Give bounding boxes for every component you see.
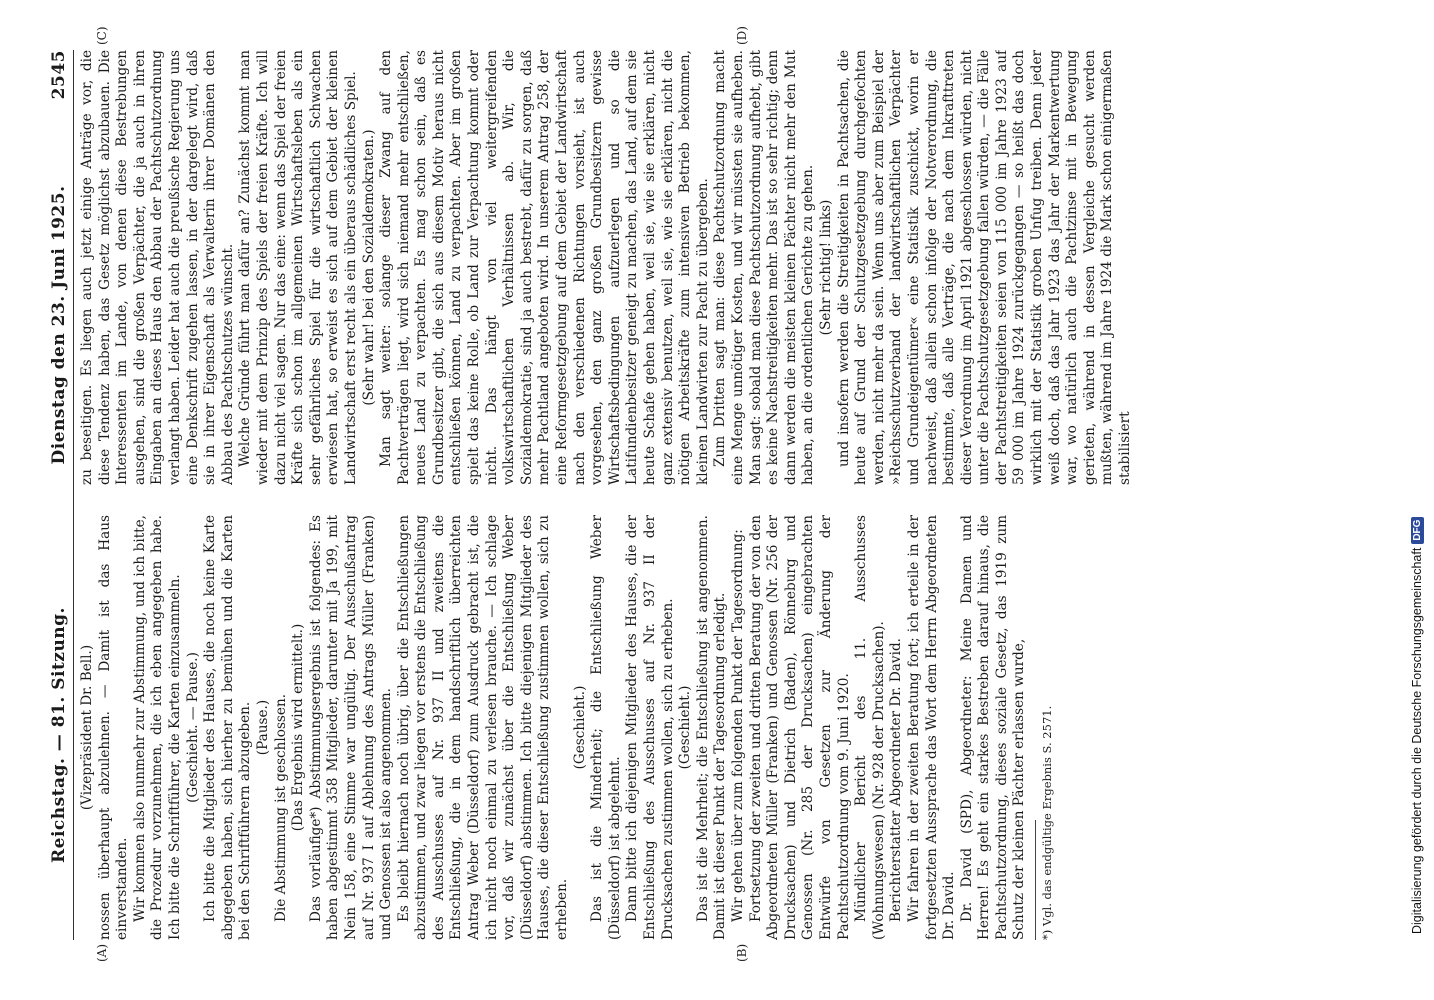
paragraph: Zum Dritten sagt man: diese Pachtschutzordnung macht eine Menge unnötiger Kosten, und wir müssten sie aufheben. Man sagt: sobald man diese Pachtschutzordnung aufhebt, gibt es keine Nachstreitigkeiten mehr. Das ist so sehr richtig; denn dann werden die meisten kleinen Pächter nicht mehr den Mut haben, an die ordentlichen Gerichte zu gehen. bbox=[712, 50, 817, 485]
rotated-page bbox=[35, 20, 1365, 980]
left-column bbox=[79, 515, 1355, 940]
paragraph: (Geschieht.) bbox=[571, 685, 588, 770]
paragraph: Es bleibt hiernach noch übrig, über die Entschließungen abzustimmen, und zwar liegen vor erstens die Entschließung des Ausschusses auf Nr. 937 II und zweitens die Entschließung, die in dem handschriftlich überreichten Antrag Weber (Düsseldorf) zum Ausdruck gebracht ist, die ich nicht noch einmal zu verlesen brauche. — Ich schlage vor, daß wir zunächst über die Entschließung Weber (Düsseldorf) abstimmen. Ich bitte diejenigen Mitglieder des Hauses, die dieser Entschließung zustimmen wollen, sich zu erheben. bbox=[395, 515, 571, 940]
paragraph: Das ist die Minderheit; die Entschließung Weber (Düsseldorf) ist abgelehnt. bbox=[589, 515, 623, 940]
margin-mark-d: (D) bbox=[735, 26, 749, 45]
dfg-logo: DFG bbox=[1411, 517, 1424, 544]
paragraph: Wir kommen also nunmehr zur Abstimmung, und ich bitte, die Prozedur vorzunehmen, die ich eben angegeben habe. Ich bitte die Schriftführer, die Karten einzusammeln. bbox=[131, 515, 183, 940]
running-head bbox=[35, 50, 74, 940]
page-number: 2545 bbox=[49, 50, 69, 100]
paragraph: Dann bitte ich diejenigen Mitglieder des Hauses, die der Entschließung des Ausschusses auf Nr. 937 II der Drucksachen zustimmen wollen, sich zu erheben. bbox=[624, 515, 676, 940]
paragraph: und insofern werden die Streitigkeiten in Pachtsachen, die heute auf Grund der Schutzgesetzgebung durchgefochten werden, nicht mehr da sein. Wenn uns aber zum Beispiel der »Reichsschutzverband der landwirtschaftlichen Verpächter und Grundeigentümer« eine Statistik zuschickt, worin er nachweist, daß allein schon infolge der Notverordnung, die bestimmte, daß alle Verträge, die nach dem Inkrafttreten dieser Verordnung im April 1921 abgeschlossen würden, nicht unter die Pachtschutzgesetzgebung fallen würden, — die Fälle der Pachtstreitigkeiten seien von 115 000 im Jahre 1923 auf 59 000 im Jahre 1924 zurückgegangen — so heißt das doch wirklich mit der Statistik groben Unfug treiben. Denn jeder weiß doch, daß das Jahr 1923 das Jahr der Markentwertung war, wo natürlich auch die Pachtzinse mit in Bewegung gerieten, während in dessen Vergleiche gesucht werden mußten, während im Jahre 1924 die Mark schon einigermaßen stabilisiert bbox=[835, 50, 1134, 485]
paragraph: (Pause.) bbox=[254, 699, 271, 756]
paragraph: Das ist die Mehrheit; die Entschließung ist angenommen. Damit ist dieser Punkt der Tagesordnung erledigt. bbox=[694, 515, 729, 940]
paragraph: Welche Gründe führt man dafür an? Zunächst kommt man wieder mit dem Prinzip des Spiels der freien Kräfte. Ich will dazu nicht viel sagen. Nur das eine: wenn das Spiel der freien Kräfte sich schon im allgemeinen Wirtschaftsleben als ein sehr gefährliches Spiel für die wirtschaftlich Schwachen erwiesen hat, so erweist es sich auf dem Gebiet der kleinen Landwirtschaft erst recht als ein überaus schädliches Spiel. bbox=[237, 50, 359, 485]
paragraph: Wir fahren in der zweiten Beratung fort; ich erteile in der fortgesetzten Aussprache das Wort dem Herrn Abgeordneten Dr. David. bbox=[905, 515, 958, 940]
paragraph: nossen überhaupt abzulehnen. — Damit ist das Haus einverstanden. bbox=[96, 515, 131, 940]
margin-mark-c: (C) bbox=[95, 26, 109, 45]
paragraph: Das vorläufige*) Abstimmungsergebnis ist folgendes: Es haben abgestimmt 358 Mitglieder, darunter mit Ja 199, mit Nein 158, eine Stimme war ungültig. Der Ausschußantrag auf Nr. 937 I auf Ablehnung des Antrags Müller (Franken) und Genossen ist also angenommen. bbox=[307, 515, 395, 940]
paragraph: Die Abstimmung ist geschlossen. bbox=[272, 693, 289, 922]
paragraph: Mündlicher Bericht des 11. Ausschusses (Wohnungswesen) (Nr. 928 der Drucksachen). bbox=[853, 515, 887, 940]
paragraph: (Sehr wahr! bei den Sozialdemokraten.) bbox=[360, 129, 377, 406]
paragraph: Ich bitte die Mitglieder des Hauses, die noch keine Karte abgegeben haben, sich hierher zu bemühen und die Karten bei den Schriftführern abzugeben. bbox=[202, 515, 254, 940]
paragraph: Wir gehen über zum folgenden Punkt der Tagesordnung: bbox=[729, 529, 746, 922]
margin-mark-b: (B) bbox=[735, 943, 749, 962]
dfg-watermark bbox=[1400, 0, 1434, 1000]
running-head-left: Reichstag. — 81. Sitzung. bbox=[49, 607, 69, 863]
right-column bbox=[79, 50, 1355, 485]
paragraph: (Vizepräsident Dr. Bell.) bbox=[79, 644, 95, 811]
paragraph: Fortsetzung der zweiten und dritten Beratung der von den Abgeordneten Müller (Franken) und Genossen (Nr. 256 der Drucksachen) und Dietrich (Baden), Rönneburg und Genossen (Nr. 285 der Drucksachen) eingebrachten Entwürfe von Gesetzen zur Änderung der Pachtschutzordnung vom 9. Juni 1920. bbox=[747, 515, 852, 940]
paragraph: zu beseitigen. Es liegen auch jetzt einige Anträge vor, die diese Tendenz haben, das Gesetz möglichst abzubauen. Die Interessenten im Lande, von denen diese Bestrebungen ausgehen, sind die großen Verpächter, die ja auch in ihren Eingaben an dieses Haus den Abbau der Pachtschutzordnung verlangt haben. Leider hat auch die preußische Regierung uns eine Denkschrift zugehen lassen, in der dargelegt wird, daß sie in ihrer Eigenschaft als Verwalterin ihrer Domänen den Abbau des Pachtschutzes wünscht. bbox=[79, 50, 236, 485]
paragraph: (Sehr richtig! links) bbox=[817, 199, 834, 336]
paragraph: (Geschieht.) bbox=[677, 685, 694, 770]
paragraph: (Das Ergebnis wird ermittelt.) bbox=[290, 623, 307, 832]
running-head-date: Dienstag den 23. Juni 1925. bbox=[49, 185, 69, 465]
paragraph: Berichterstatter Abgeordneter Dr. David. bbox=[888, 638, 905, 922]
footnote: *) Vgl. das endgültige Ergebnis S. 2571. bbox=[1040, 705, 1055, 940]
paragraph: Dr. David (SPD), Abgeordneter: Meine Damen und Herren! Es geht ein starkes Bestreben darauf hinaus, die Pachtschutzordnung, dieses soziale Gesetz, das 1919 zum Schutz der kleinen Pächter erlassen wurde, bbox=[958, 515, 1028, 940]
dfg-watermark-text: Digitalisierung gefördert durch die Deutsche Forschungsgemeinschaft bbox=[1410, 547, 1424, 934]
paragraph: Man sagt weiter: solange dieser Zwang auf den Pachtverträgen liegt, wird sich niemand mehr entschließen, neues Land zu verpachten. Es mag schon sein, daß es Grundbesitzer gibt, die sich aus diesem Motiv heraus nicht entschließen können, Land zu verpachten. Aber im großen spielt das keine Rolle, ob Land zur Verpachtung kommt oder nicht. Das hängt von viel weitergreifenden volkswirtschaftlichen Verhältnissen ab. Wir, die Sozialdemokratie, sind ja auch bestrebt, dafür zu sorgen, daß mehr Pachtland angeboten wird. In unserem Antrag 258, der eine Reformgesetzgebung auf dem Gebiet der Landwirtschaft nach den verschiedenen Richtungen vorsieht, ist auch vorgesehen, den ganz großen Grundbesitzern gewisse Wirtschaftsbedingungen aufzuerlegen und so die Latifundienbesitzer geneigt zu machen, das Land, auf dem sie heute Schafe gehen haben, weil sie, wie sie erklären, nicht ganz extensiv benutzen, weil sie, wie sie erklären, nicht die nötigen Arbeitskräfte zum intensiven Betrieb bekommen, kleinen Landwirten zur Pacht zu übergeben. bbox=[378, 50, 711, 485]
margin-mark-a: (A) bbox=[95, 943, 109, 962]
paragraph: (Geschieht. — Pause.) bbox=[184, 652, 201, 803]
